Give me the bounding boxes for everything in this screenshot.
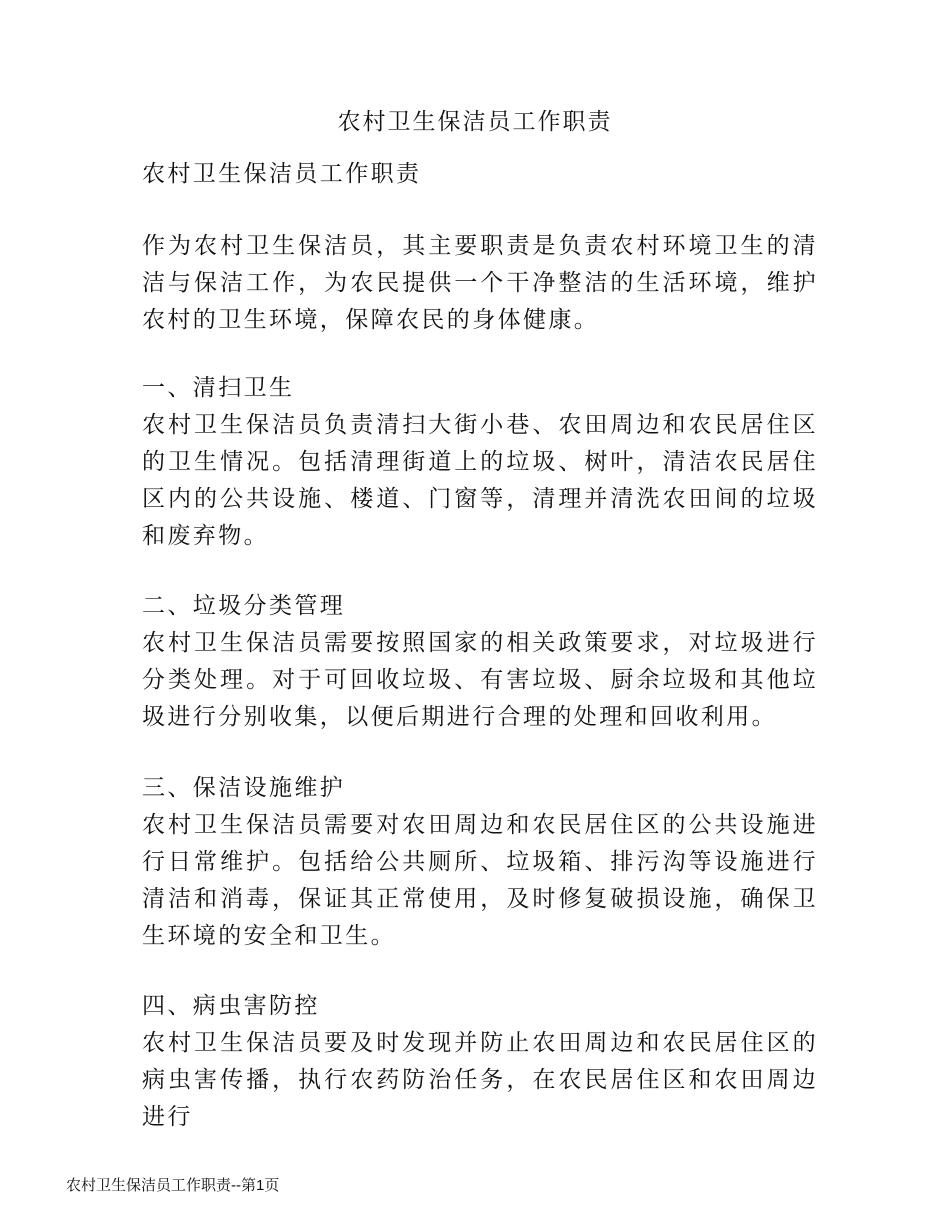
- section-facility-maintenance: [142, 770, 818, 955]
- section-heading: 一、清扫卫生: [142, 375, 295, 401]
- section-waste-sorting: [142, 588, 818, 736]
- page-footer: 农村卫生保洁员工作职责--第1页: [66, 1177, 280, 1194]
- section-pest-control: [142, 988, 818, 1136]
- intro-text: 作为农村卫生保洁员，其主要职责是负责农村环境卫生的清洁与保洁工作，为农民提供一个干净整洁的生活环境，维护农村的卫生环境，保障农民的身体健康。: [142, 233, 818, 333]
- section-text: 农村卫生保洁员需要对农田周边和农民居住区的公共设施进行日常维护。包括给公共厕所、垃圾箱、排污沟等设施进行清洁和消毒，保证其正常使用，及时修复破损设施，确保卫生环境的安全和卫生。: [142, 812, 818, 949]
- section-text: 农村卫生保洁员负责清扫大街小巷、农田周边和农民居住区的卫生情况。包括清理街道上的垃圾、树叶，清洁农民居住区内的公共设施、楼道、门窗等，清理并清洗农田间的垃圾和废弃物。: [142, 412, 818, 549]
- section-heading: 三、保洁设施维护: [142, 775, 346, 801]
- section-text: 农村卫生保洁员要及时发现并防止农田周边和农民居住区的病虫害传播，执行农药防治任务，在农民居住区和农田周边进行: [142, 1030, 818, 1130]
- section-heading: 二、垃圾分类管理: [142, 593, 346, 619]
- section-text: 农村卫生保洁员需要按照国家的相关政策要求，对垃圾进行分类处理。对于可回收垃圾、有害垃圾、厨余垃圾和其他垃圾进行分别收集，以便后期进行合理的处理和回收利用。: [142, 630, 818, 730]
- section-cleaning: [142, 370, 818, 555]
- document-subtitle: 农村卫生保洁员工作职责: [142, 161, 422, 187]
- intro-paragraph: [142, 228, 818, 339]
- section-heading: 四、病虫害防控: [142, 993, 320, 1019]
- document-title: 农村卫生保洁员工作职责: [337, 109, 613, 135]
